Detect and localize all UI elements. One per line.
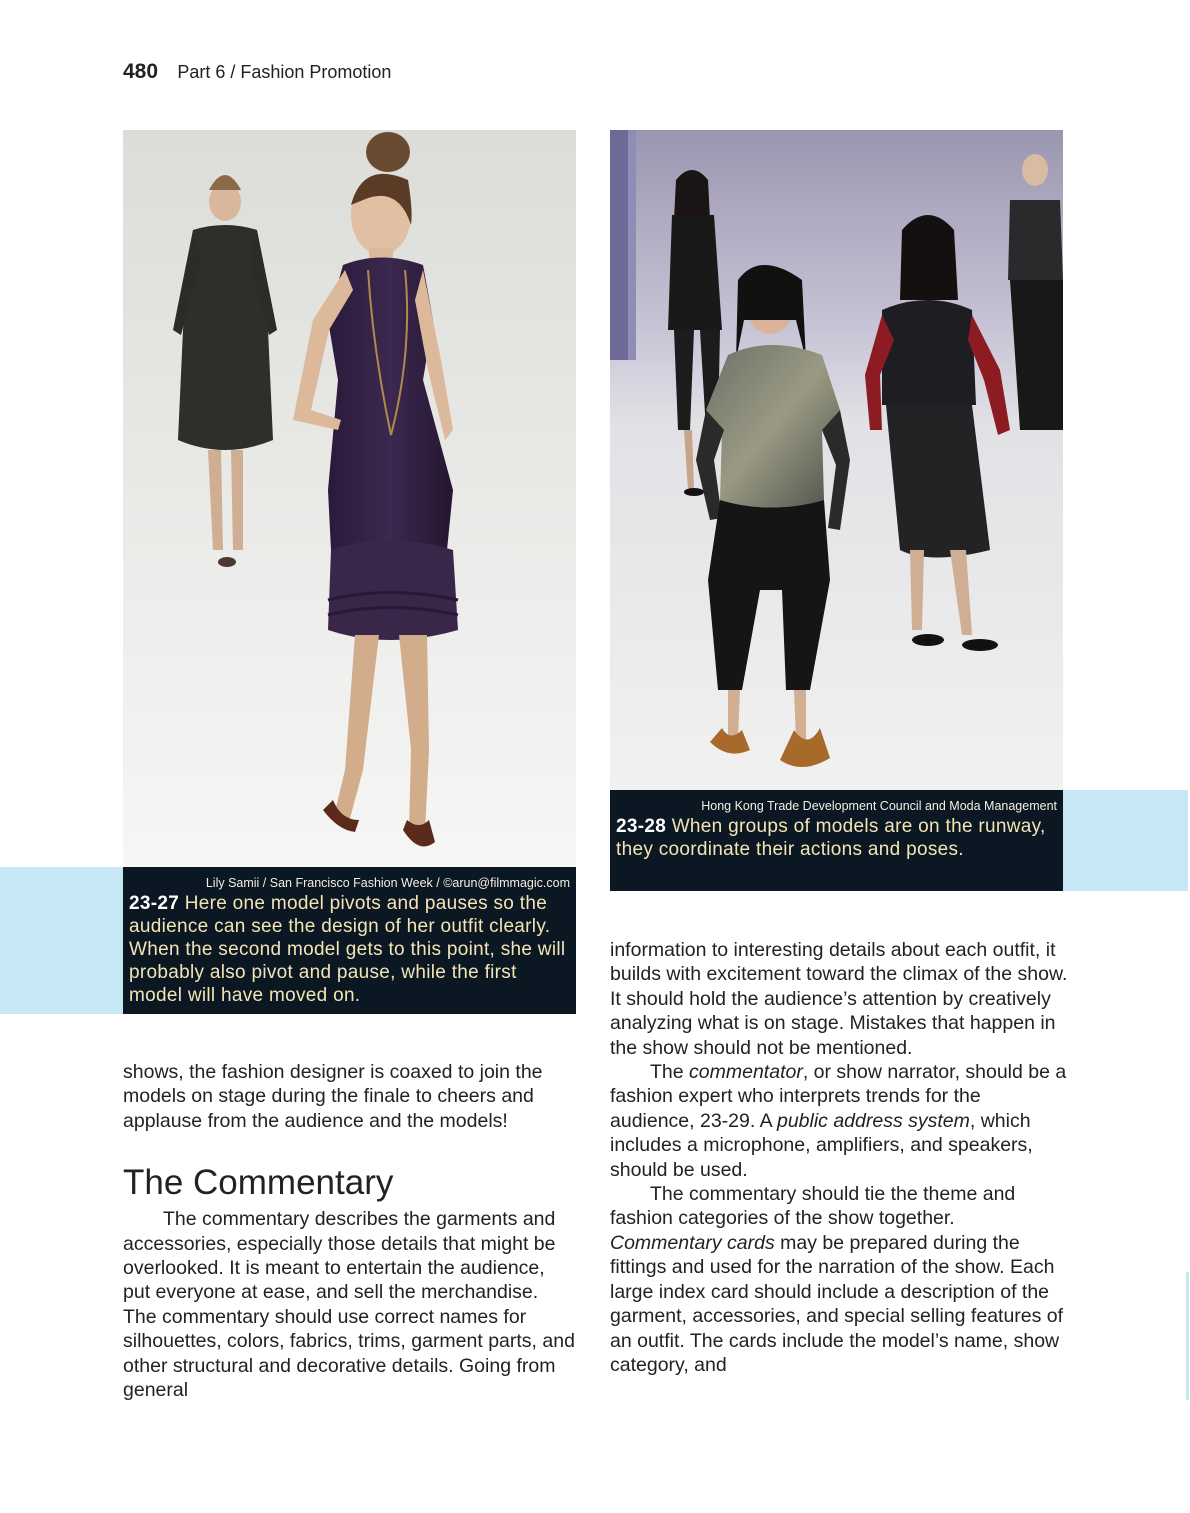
section-heading: The Commentary <box>123 1163 394 1203</box>
accent-band-left <box>0 867 123 1014</box>
left-column <box>123 1060 576 1402</box>
caption-text <box>616 815 1057 861</box>
section-title: Part 6 / Fashion Promotion <box>177 62 392 82</box>
body-paragraph <box>610 1060 1070 1182</box>
caption-body: When groups of models are on the runway, they coordinate their actions and poses. <box>616 816 1046 860</box>
figure-number: 23-28 <box>616 816 667 837</box>
figure-caption-23-28 <box>610 790 1063 891</box>
term-public-address-system: public address system <box>776 1109 970 1132</box>
photo-credit: Hong Kong Trade Development Council and Moda Management <box>701 799 1057 813</box>
right-column <box>610 938 1070 1377</box>
body-paragraph <box>610 1182 1070 1377</box>
figure-number: 23-27 <box>129 893 180 914</box>
figure-photo-23-27 <box>123 130 576 867</box>
figure-caption-23-27 <box>123 867 576 1014</box>
term-commentary-cards: Commentary cards <box>610 1231 775 1254</box>
caption-text <box>129 892 570 1007</box>
caption-body: Here one model pivots and pauses so the audience can see the design of her outfit clearly. When the second model gets to this point, she will probably also pivot and pause, while the first model will have moved on. <box>129 893 566 1006</box>
edge-rule <box>1186 1272 1189 1400</box>
photo-credit: Lily Samii / San Francisco Fashion Week / ©arun@filmmagic.com <box>205 876 570 890</box>
body-paragraph: information to interesting details about each outfit, it builds with excitement toward the climax of the show. It should hold the audience’s attention by creatively analyzing what is on stage. Mistakes that happen in the show should not be mentioned. <box>610 939 1068 1059</box>
text-run: The commentary should tie the theme and fashion categories of the show together. <box>610 1183 1016 1230</box>
accent-band-right <box>1063 790 1188 891</box>
text-run: , or show narrator, should be a fashion expert who interprets trends for the audience, 23-29. A <box>610 1061 1067 1132</box>
text-run: may be prepared during the fittings and used for the narration of the show. Each large index card should include a description of the garment, accessories, and special selling features of an outfit. The cards include the model’s name, show category, and <box>610 1231 1064 1376</box>
term-commentator: commentator <box>689 1061 803 1084</box>
figure-photo-23-28 <box>610 130 1063 790</box>
running-head <box>123 60 391 84</box>
body-paragraph: shows, the fashion designer is coaxed to join the models on stage during the finale to cheers and applause from the audience and the models! <box>123 1061 543 1132</box>
page-number: 480 <box>123 60 159 83</box>
body-paragraph: The commentary describes the garments and accessories, especially those details that might be overlooked. It is meant to entertain the audience, put everyone at ease, and sell the merchandise. The commentary should use correct names for silhouettes, colors, fabrics, trims, garment parts, and other structural and decorative details. Going from general <box>123 1208 575 1402</box>
text-run: , which includes a microphone, amplifiers, and speakers, should be used. <box>610 1109 1033 1181</box>
text-run: The <box>650 1061 690 1084</box>
